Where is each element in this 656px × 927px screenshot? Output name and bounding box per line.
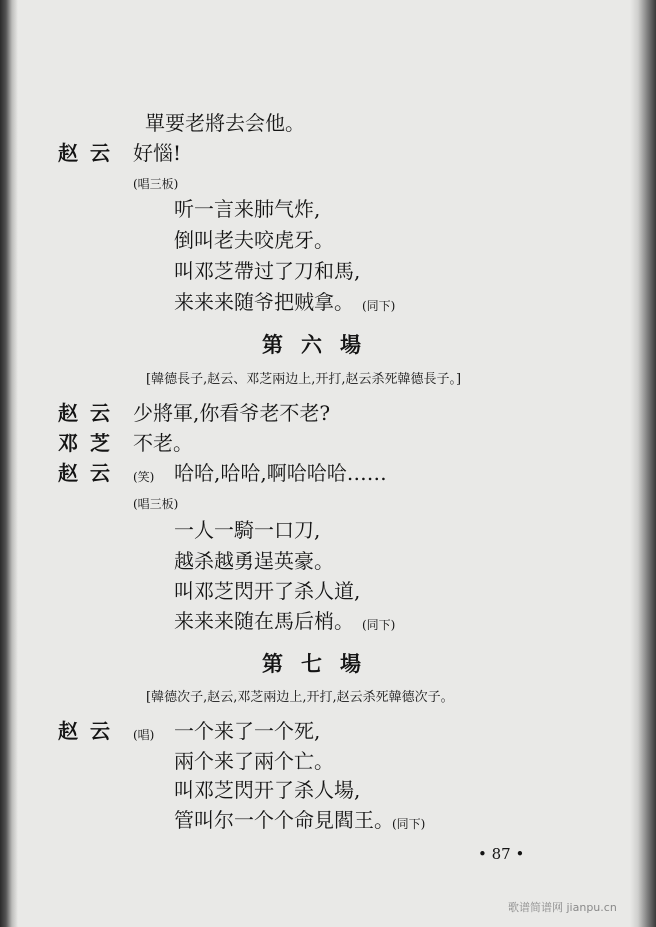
speaker-name: 赵云 bbox=[58, 461, 122, 485]
verse-line: 倒叫老夫咬虎牙。 bbox=[174, 228, 334, 252]
stage-direction: (唱三板) bbox=[133, 497, 179, 511]
dialogue-text: 好惱! bbox=[133, 141, 182, 165]
verse-line: 来来来随在馬后梢。 bbox=[174, 609, 354, 633]
verse-line: 越杀越勇逞英豪。 bbox=[174, 549, 334, 573]
speaker-name: 赵云 bbox=[58, 141, 122, 165]
dialogue-text: 哈哈,哈哈,啊哈哈哈…… bbox=[174, 461, 387, 485]
speaker-name: 赵云 bbox=[58, 719, 122, 743]
dialogue-text: 不老。 bbox=[133, 431, 193, 455]
scene-heading: 第七場 bbox=[262, 651, 379, 676]
verse-line: 叫邓芝帶过了刀和馬, bbox=[174, 259, 361, 283]
speaker-name: 赵云 bbox=[58, 401, 122, 425]
verse-line: 兩个来了兩个亡。 bbox=[174, 749, 334, 773]
site-watermark: 歌谱简谱网 jianpu.cn bbox=[508, 901, 617, 914]
verse-line: 来来来随爷把贼拿。 bbox=[174, 290, 354, 314]
verse-line: 听一言来肺气炸, bbox=[174, 197, 321, 221]
scene-stage-direction: [韓德長子,赵云、邓芝兩边上,开打,赵云杀死韓德長子。] bbox=[146, 372, 462, 387]
verse-line: 管叫尔一个个命見閻王。 bbox=[174, 808, 394, 832]
scan-left-edge bbox=[0, 0, 18, 927]
dialogue-text: 少將軍,你看爷老不老? bbox=[133, 401, 331, 425]
scene-stage-direction: [韓德次子,赵云,邓芝兩边上,开打,赵云杀死韓德次子。 bbox=[146, 690, 454, 705]
exit-direction: (同下) bbox=[392, 817, 426, 831]
exit-direction: (同下) bbox=[362, 299, 396, 313]
page-number: • 87 • bbox=[478, 845, 525, 863]
verse-line: 叫邓芝閃开了杀人道, bbox=[174, 579, 361, 603]
stage-direction: (唱三板) bbox=[133, 177, 179, 191]
verse-line: 一人一騎一口刀, bbox=[174, 518, 321, 542]
stage-direction: (唱) bbox=[133, 728, 155, 742]
exit-direction: (同下) bbox=[362, 618, 396, 632]
speaker-name: 邓芝 bbox=[58, 431, 122, 455]
stage-direction: (笑) bbox=[133, 470, 155, 484]
scene-heading: 第六場 bbox=[262, 332, 379, 357]
scan-right-edge bbox=[630, 0, 656, 927]
text-line: 單要老將去会他。 bbox=[145, 111, 305, 135]
verse-line: 叫邓芝閃开了杀人場, bbox=[174, 778, 361, 802]
dialogue-text: 一个来了一个死, bbox=[174, 719, 321, 743]
